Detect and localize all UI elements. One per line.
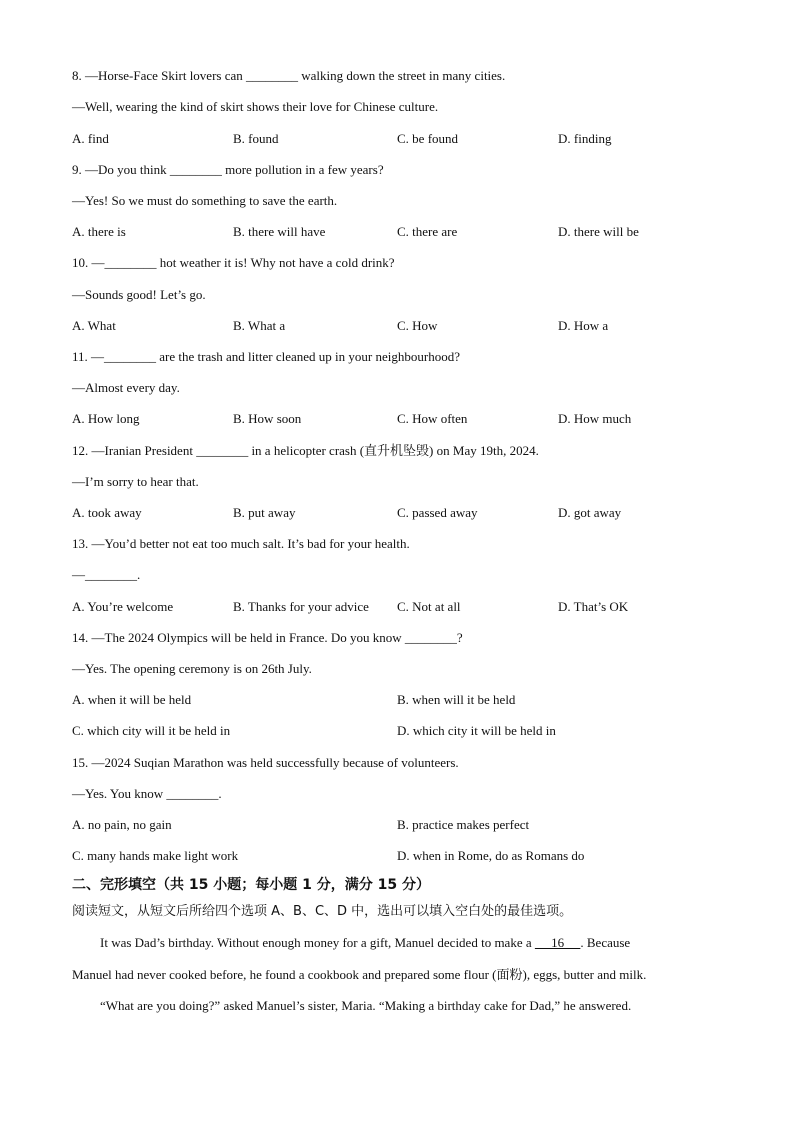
question-14-option-c: C. which city will it be held in	[72, 723, 231, 738]
question-12-option-d: D. got away	[558, 505, 622, 520]
question-12-option-a: A. took away	[72, 505, 142, 520]
question-10-reply: —Sounds good! Let’s go.	[72, 287, 206, 302]
question-8-option-b: B. found	[233, 131, 279, 146]
question-13-reply: —________.	[72, 567, 141, 582]
question-9-option-c: C. there are	[397, 224, 458, 239]
question-10-option-b: B. What a	[233, 318, 286, 333]
question-9-stem: 9. —Do you think ________ more pollution in a few years?	[72, 162, 384, 177]
question-9-option-d: D. there will be	[558, 224, 639, 239]
question-10-option-d: D. How a	[558, 318, 609, 333]
passage-text: . Because	[580, 935, 631, 950]
question-10-stem: 10. —________ hot weather it is! Why not have a cold drink?	[72, 255, 395, 270]
question-14-option-b: B. when will it be held	[397, 692, 516, 707]
question-11-option-b: B. How soon	[233, 411, 302, 426]
question-15-stem: 15. —2024 Suqian Marathon was held successfully because of volunteers.	[72, 755, 459, 770]
question-9-option-b: B. there will have	[233, 224, 326, 239]
question-13-option-c: C. Not at all	[397, 599, 461, 614]
question-11-stem: 11. —________ are the trash and litter cleaned up in your neighbourhood?	[72, 349, 460, 364]
section-2-heading: 二、完形填空（共 15 小题；每小题 1 分，满分 15 分）	[72, 877, 430, 893]
question-8-stem: 8. —Horse-Face Skirt lovers can ________ walking down the street in many cities.	[72, 68, 506, 83]
question-8-option-d: D. finding	[558, 131, 612, 146]
question-8-option-c: C. be found	[397, 131, 459, 146]
question-9-reply: —Yes! So we must do something to save the earth.	[72, 193, 338, 208]
question-15-option-c: C. many hands make light work	[72, 848, 239, 863]
question-12-option-c: C. passed away	[397, 505, 478, 520]
question-12-reply: —I’m sorry to hear that.	[72, 474, 199, 489]
question-12-stem: 12. —Iranian President ________ in a helicopter crash (直升机坠毁) on May 19th, 2024.	[72, 443, 539, 458]
question-14-option-d: D. which city it will be held in	[397, 723, 556, 738]
question-8-option-a: A. find	[72, 131, 109, 146]
question-12-option-b: B. put away	[233, 505, 296, 520]
question-13-option-b: B. Thanks for your advice	[233, 599, 369, 614]
question-14-stem: 14. —The 2024 Olympics will be held in France. Do you know ________?	[72, 630, 463, 645]
question-14-option-a: A. when it will be held	[72, 692, 192, 707]
passage-paragraph-1-cont: Manuel had never cooked before, he found a cookbook and prepared some flour (面粉), eggs, butter and milk.	[72, 967, 647, 982]
question-11-reply: —Almost every day.	[72, 380, 180, 395]
question-15-reply: —Yes. You know ________.	[72, 786, 222, 801]
question-13-option-a: A. You’re welcome	[72, 599, 174, 614]
question-15-option-a: A. no pain, no gain	[72, 817, 172, 832]
section-2-instruction: 阅读短文，从短文后所给四个选项 A、B、C、D 中，选出可以填入空白处的最佳选项。	[72, 904, 573, 919]
blank-16: 16	[534, 935, 581, 950]
passage-paragraph-1	[100, 935, 630, 951]
question-10-option-c: C. How	[397, 318, 438, 333]
question-13-stem: 13. —You’d better not eat too much salt. It’s bad for your health.	[72, 536, 410, 551]
question-11-option-d: D. How much	[558, 411, 632, 426]
question-10-option-a: A. What	[72, 318, 116, 333]
question-8-reply: —Well, wearing the kind of skirt shows their love for Chinese culture.	[72, 99, 439, 114]
question-14-reply: —Yes. The opening ceremony is on 26th July.	[72, 661, 312, 676]
question-11-option-a: A. How long	[72, 411, 140, 426]
passage-text: It was Dad’s birthday. Without enough money for a gift, Manuel decided to make a	[100, 935, 535, 950]
passage-paragraph-2: “What are you doing?” asked Manuel’s sister, Maria. “Making a birthday cake for Dad,” he answered.	[100, 998, 632, 1013]
question-15-option-b: B. practice makes perfect	[397, 817, 530, 832]
question-11-option-c: C. How often	[397, 411, 468, 426]
question-9-option-a: A. there is	[72, 224, 126, 239]
question-13-option-d: D. That’s OK	[558, 599, 629, 614]
question-15-option-d: D. when in Rome, do as Romans do	[397, 848, 585, 863]
